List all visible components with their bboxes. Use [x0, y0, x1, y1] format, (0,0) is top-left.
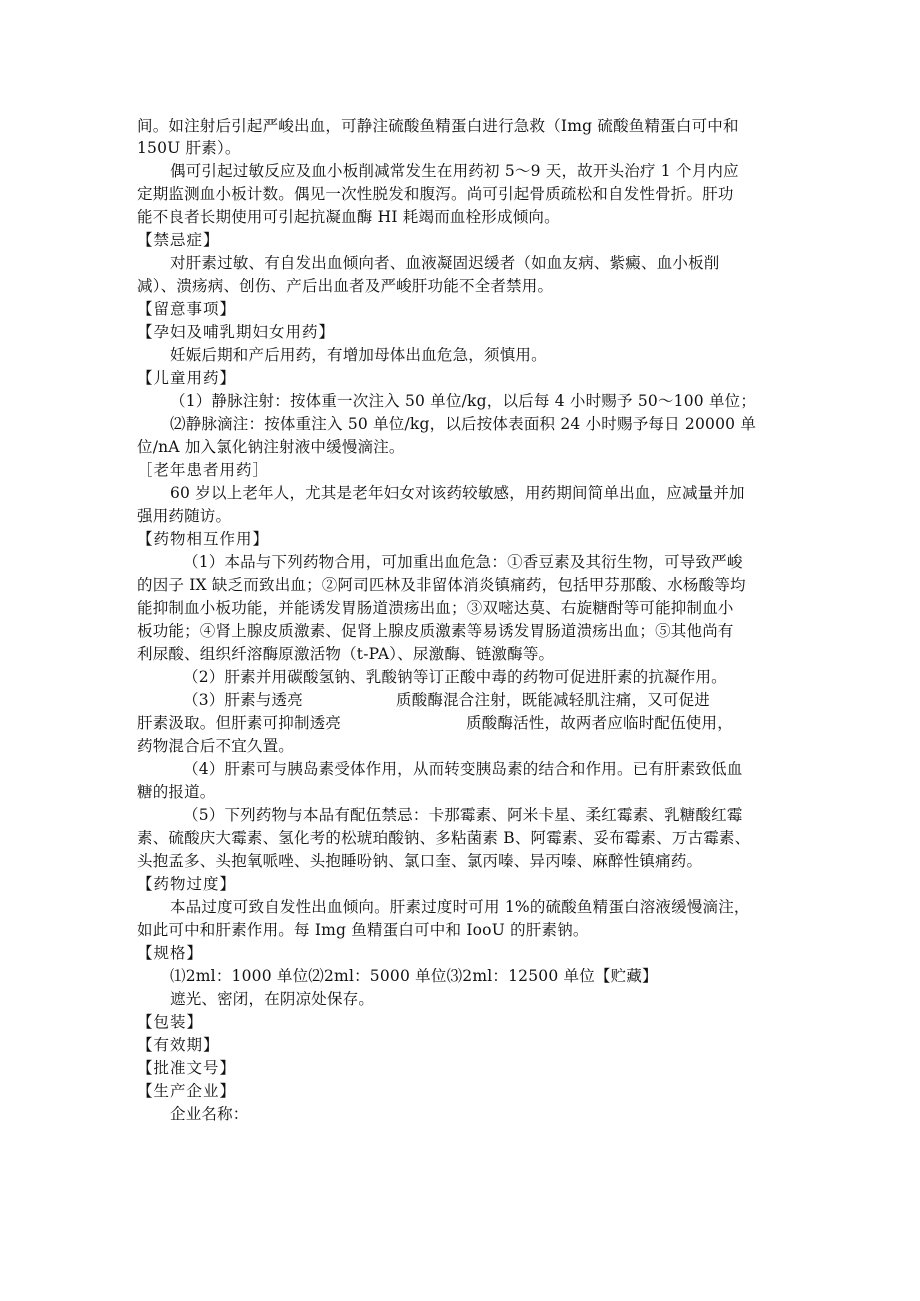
- paragraph-first-line: 对肝素过敏、有自发出血倾向者、血液凝固迟缓者（如血友病、紫癜、血小板削: [170, 254, 720, 272]
- body-line: 肝素汲取。但肝素可抑制透亮: [137, 714, 342, 732]
- paragraph-first-line: 偶可引起过敏反应及血小板削减常发生在用药初 5～9 天，故开头治疗 1 个月内应: [170, 162, 739, 180]
- section-heading-manufacturer: 【生产企业】: [137, 1082, 237, 1100]
- body-line: 能抑制血小板功能，并能诱发胃肠道溃疡出血；③双嘧达莫、右旋糖酎等可能抑制血小: [137, 599, 734, 617]
- body-line: 的因子 IX 缺乏而致出血；②阿司匹林及非留体消炎镇痛药，包括甲芬那酸、水杨酸等均: [137, 576, 746, 594]
- body-line: 能不良者长期使用可引起抗凝血酶 HI 耗竭而血栓形成倾向。: [137, 208, 560, 226]
- body-line: 定期监测血小板计数。偶见一次性脱发和腹泻。尚可引起骨质疏松和自发性骨折。肝功: [137, 185, 734, 203]
- body-line: 药物混合后不宜久置。: [137, 737, 295, 755]
- section-heading-interactions: 【药物相互作用】: [137, 530, 270, 548]
- body-line-fragment: 质酸酶混合注射，既能减轻肌注痛，又可促进: [396, 691, 711, 709]
- section-heading-pediatric: 【儿童用药】: [137, 369, 237, 387]
- body-line: 素、硫酸庆大霉素、氢化考的松琥珀酸钠、多粘菌素 B、阿霉素、妥布霉素、万古霉素、: [137, 829, 751, 847]
- section-heading-pregnancy: 【孕妇及哺乳期妇女用药】: [137, 323, 336, 341]
- section-heading-specifications: 【规格】: [137, 944, 204, 962]
- paragraph-first-line: 妊娠后期和产后用药，有增加母体出血危急，须慎用。: [170, 346, 547, 364]
- list-item: （1）静脉注射：按体重一次注入 50 单位/kg，以后每 4 小时赐予 50～100 单位；: [170, 392, 757, 410]
- section-heading-elderly: ［老年患者用药］: [137, 461, 270, 479]
- section-heading-approval-number: 【批准文号】: [137, 1059, 237, 1077]
- body-line: 头抱孟多、头抱氧哌唑、头抱睡吩钠、氯口奎、氯丙嗪、异丙嗪、麻醉性镇痛药。: [137, 852, 703, 870]
- list-item: （1）本品与下列药物合用，可加重出血危急：①香豆素及其衍生物，可导致严峻: [183, 553, 743, 571]
- body-line: 利尿酸、组织纤溶酶原激活物（t-PA）、尿激酶、链激酶等。: [137, 645, 555, 663]
- body-line: 位/nA 加入氯化钠注射液中缓慢滴注。: [137, 438, 405, 456]
- body-line: 板功能；④肾上腺皮质激素、促肾上腺皮质激素等易诱发胃肠道溃疡出血；⑤其他尚有: [137, 622, 734, 640]
- paragraph-first-line: 60 岁以上老年人，尤其是老年妇女对该药较敏感，用药期间简单出血，应减量并加: [170, 484, 745, 502]
- section-heading-contraindications: 【禁忌症】: [137, 231, 220, 249]
- body-line: 150U 肝素）。: [137, 139, 241, 157]
- section-heading-packaging: 【包装】: [137, 1013, 204, 1031]
- paragraph-first-line: 本品过度可致自发性出血倾向。肝素过度时可用 1%的硫酸鱼精蛋白溶液缓慢滴注，: [170, 898, 750, 916]
- section-heading-validity: 【有效期】: [137, 1036, 220, 1054]
- storage-line: 遮光、密闭，在阴凉处保存。: [170, 990, 375, 1008]
- list-item: （5）下列药物与本品有配伍禁忌：卡那霉素、阿米卡星、柔红霉素、乳糖酸红霉: [183, 806, 743, 824]
- company-name-label: 企业名称：: [170, 1105, 249, 1123]
- list-item: （2）肝素并用碳酸氢钠、乳酸钠等订正酸中毒的药物可促进肝素的抗凝作用。: [183, 668, 727, 686]
- body-line: 强用药随访。: [137, 507, 232, 525]
- body-line: 减）、溃疡病、创伤、产后出血者及严峻肝功能不全者禁用。: [137, 277, 554, 295]
- section-heading-precautions: 【留意事项】: [137, 300, 237, 318]
- body-line-fragment: 质酸酶活性，故两者应临时配伍使用，: [466, 714, 733, 732]
- body-line: 糖的报道。: [137, 783, 216, 801]
- section-heading-overdose: 【药物过度】: [137, 875, 237, 893]
- list-item: ⑵静脉滴注：按体重注入 50 单位/kg，以后按体表面积 24 小时赐予每日 20000 单: [170, 415, 757, 433]
- specifications-line: ⑴2ml：1000 单位⑵2ml：5000 单位⑶2ml：12500 单位【贮藏】: [170, 967, 658, 985]
- body-line: 间。如注射后引起严峻出血，可静注硫酸鱼精蛋白进行急救（Img 硫酸鱼精蛋白可中和: [137, 117, 739, 135]
- list-item: （3）肝素与透亮: [183, 691, 303, 709]
- list-item: （4）肝素可与胰岛素受体作用，从而转变胰岛素的结合和作用。已有肝素致低血: [183, 760, 743, 778]
- body-line: 如此可中和肝素作用。每 Img 鱼精蛋白可中和 IooU 的肝素钠。: [137, 921, 589, 939]
